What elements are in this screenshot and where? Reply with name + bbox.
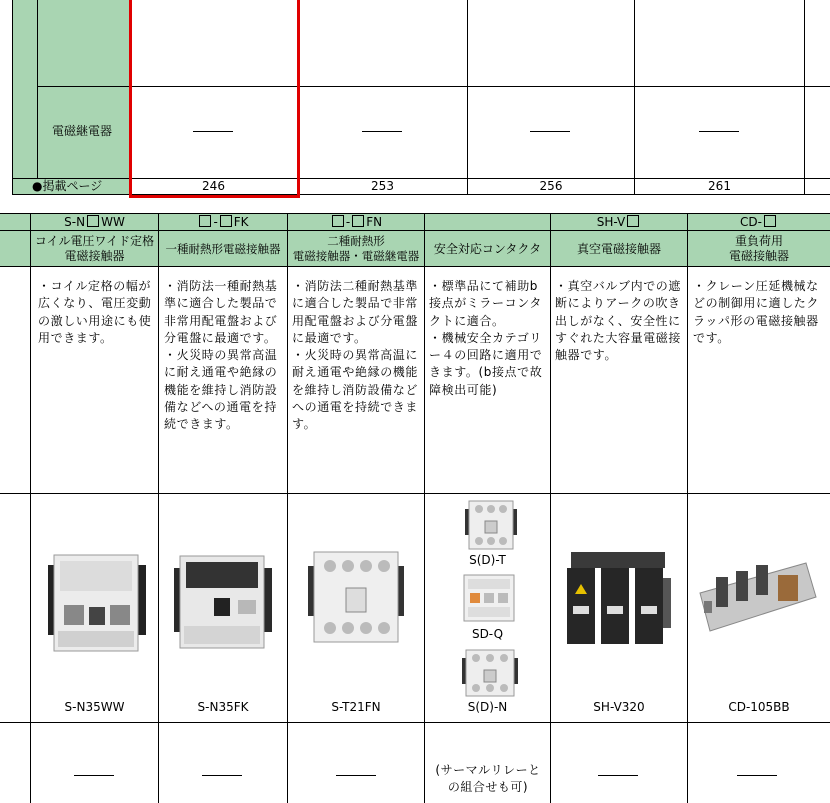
heavy-duty-contactor-cd-105bb-image — [696, 553, 818, 637]
blank-square-icon — [199, 215, 211, 227]
model-series-5: SH-V — [551, 215, 687, 229]
description-3: ・消防法二種耐熱基準に適合した製品で非常用配電盤および分電盤に最適です。 ・火災時の異常高温に耐え通電や絶縁の機能を維持し消防設備などへの通電を持続できます。 — [292, 279, 419, 432]
contactor-s-n35fk-image — [170, 548, 276, 652]
vacuum-contactor-sh-v320-image — [563, 548, 673, 648]
description-1: ・コイル定格の幅が広くなり、電圧変動の激しい用途にも使用できます。 — [38, 279, 152, 345]
image-caption-4c: S(D)-N — [467, 700, 508, 714]
blank-square-icon — [627, 215, 639, 227]
blank-square-icon — [220, 215, 232, 227]
blank-square-icon — [332, 215, 344, 227]
contactor-sd-q-image — [462, 573, 516, 623]
description-6: ・クレーン圧延機械などの制御用に適したクラッパ形の電磁接触器です。 — [693, 279, 820, 345]
bottom-grid-line — [30, 213, 31, 803]
category-3: 二種耐熱形 電磁接触器・電磁継電器 — [292, 234, 420, 263]
relay-dash-3 — [336, 775, 376, 776]
category-6: 重負荷用 電磁接触器 — [728, 234, 789, 263]
contactor-s-d-n-image — [462, 648, 518, 698]
dash-relay-1 — [193, 131, 233, 132]
page-number-2: 253 — [371, 179, 394, 193]
relay-dash-6 — [737, 775, 777, 776]
dash-relay-2 — [362, 131, 402, 132]
contactor-s-d-t-image — [465, 499, 517, 551]
image-caption-4a: S(D)-T — [469, 553, 506, 567]
page-row-label: ●掲載ページ — [32, 179, 103, 193]
image-caption-4b: SD-Q — [471, 627, 504, 641]
relay-dash-2 — [202, 775, 242, 776]
model-series-6: CD- — [688, 215, 830, 229]
bottom-grid-line — [0, 213, 830, 214]
model-series-3: - FN — [288, 215, 424, 229]
top-grid-line — [804, 0, 805, 195]
page-number-4: 261 — [708, 179, 731, 193]
top-table-left-header — [12, 0, 130, 194]
description-5: ・真空バルブ内での遮断によりアークの吹き出しがなく、安全性にすぐれた大容量電磁接触器です。 — [555, 279, 682, 363]
model-series-1: S-N WW — [64, 215, 125, 229]
dash-relay-3 — [530, 131, 570, 132]
page-number-1: 246 — [202, 179, 225, 193]
relay-dash-5 — [598, 775, 638, 776]
relay-note-4: (サーマルリレーとの組合せも可) — [435, 763, 541, 794]
model-series-2: - FK — [159, 215, 287, 229]
category-5: 真空電磁接触器 — [576, 242, 661, 256]
relay-dash-1 — [74, 775, 114, 776]
image-caption-6: CD-105BB — [728, 700, 790, 714]
bottom-grid-line — [550, 213, 551, 803]
page-number-3: 256 — [539, 179, 563, 193]
description-4: ・標準品にて補助b接点がミラーコンタクトに適合。 ・機械安全カテゴリー４の回路に適用できます。(b接点で故障検出可能) — [429, 279, 543, 397]
bottom-grid-line — [0, 230, 830, 231]
image-caption-2: S-N35FK — [197, 700, 249, 714]
top-table-left-divider — [37, 0, 38, 178]
bottom-grid-line — [0, 266, 830, 267]
bottom-grid-line — [687, 213, 688, 803]
top-grid-line — [634, 0, 635, 195]
top-grid-line — [467, 0, 468, 195]
image-caption-3: S-T21FN — [331, 700, 381, 714]
blank-square-icon — [352, 215, 364, 227]
dash-relay-4 — [699, 131, 739, 132]
image-caption-5: SH-V320 — [593, 700, 645, 714]
description-2: ・消防法一種耐熱基準に適合した製品で非常用配電盤および分電盤に最適です。 ・火災時の異常高温に耐え通電や絶縁の機能を維持し消防設備などへの通電を持続できます。 — [164, 279, 278, 432]
bottom-grid-line — [158, 213, 159, 803]
relay-row-label: 電磁継電器 — [52, 124, 113, 138]
bottom-grid-line — [0, 493, 830, 494]
blank-square-icon — [87, 215, 99, 227]
top-grid-line — [12, 0, 13, 195]
category-1: コイル電圧ワイド定格 電磁接触器 — [34, 234, 155, 263]
image-caption-1: S-N35WW — [64, 700, 125, 714]
bottom-grid-line — [287, 213, 288, 803]
contactor-s-t21fn-image — [306, 546, 406, 646]
highlight-box — [129, 0, 300, 198]
category-2: 一種耐熱形電磁接触器 — [165, 242, 281, 256]
contactor-s-n35ww-image — [44, 545, 150, 655]
category-4: 安全対応コンタクタ — [433, 242, 542, 256]
bottom-grid-line — [424, 213, 425, 803]
blank-square-icon — [764, 215, 776, 227]
bottom-grid-line — [0, 722, 830, 723]
